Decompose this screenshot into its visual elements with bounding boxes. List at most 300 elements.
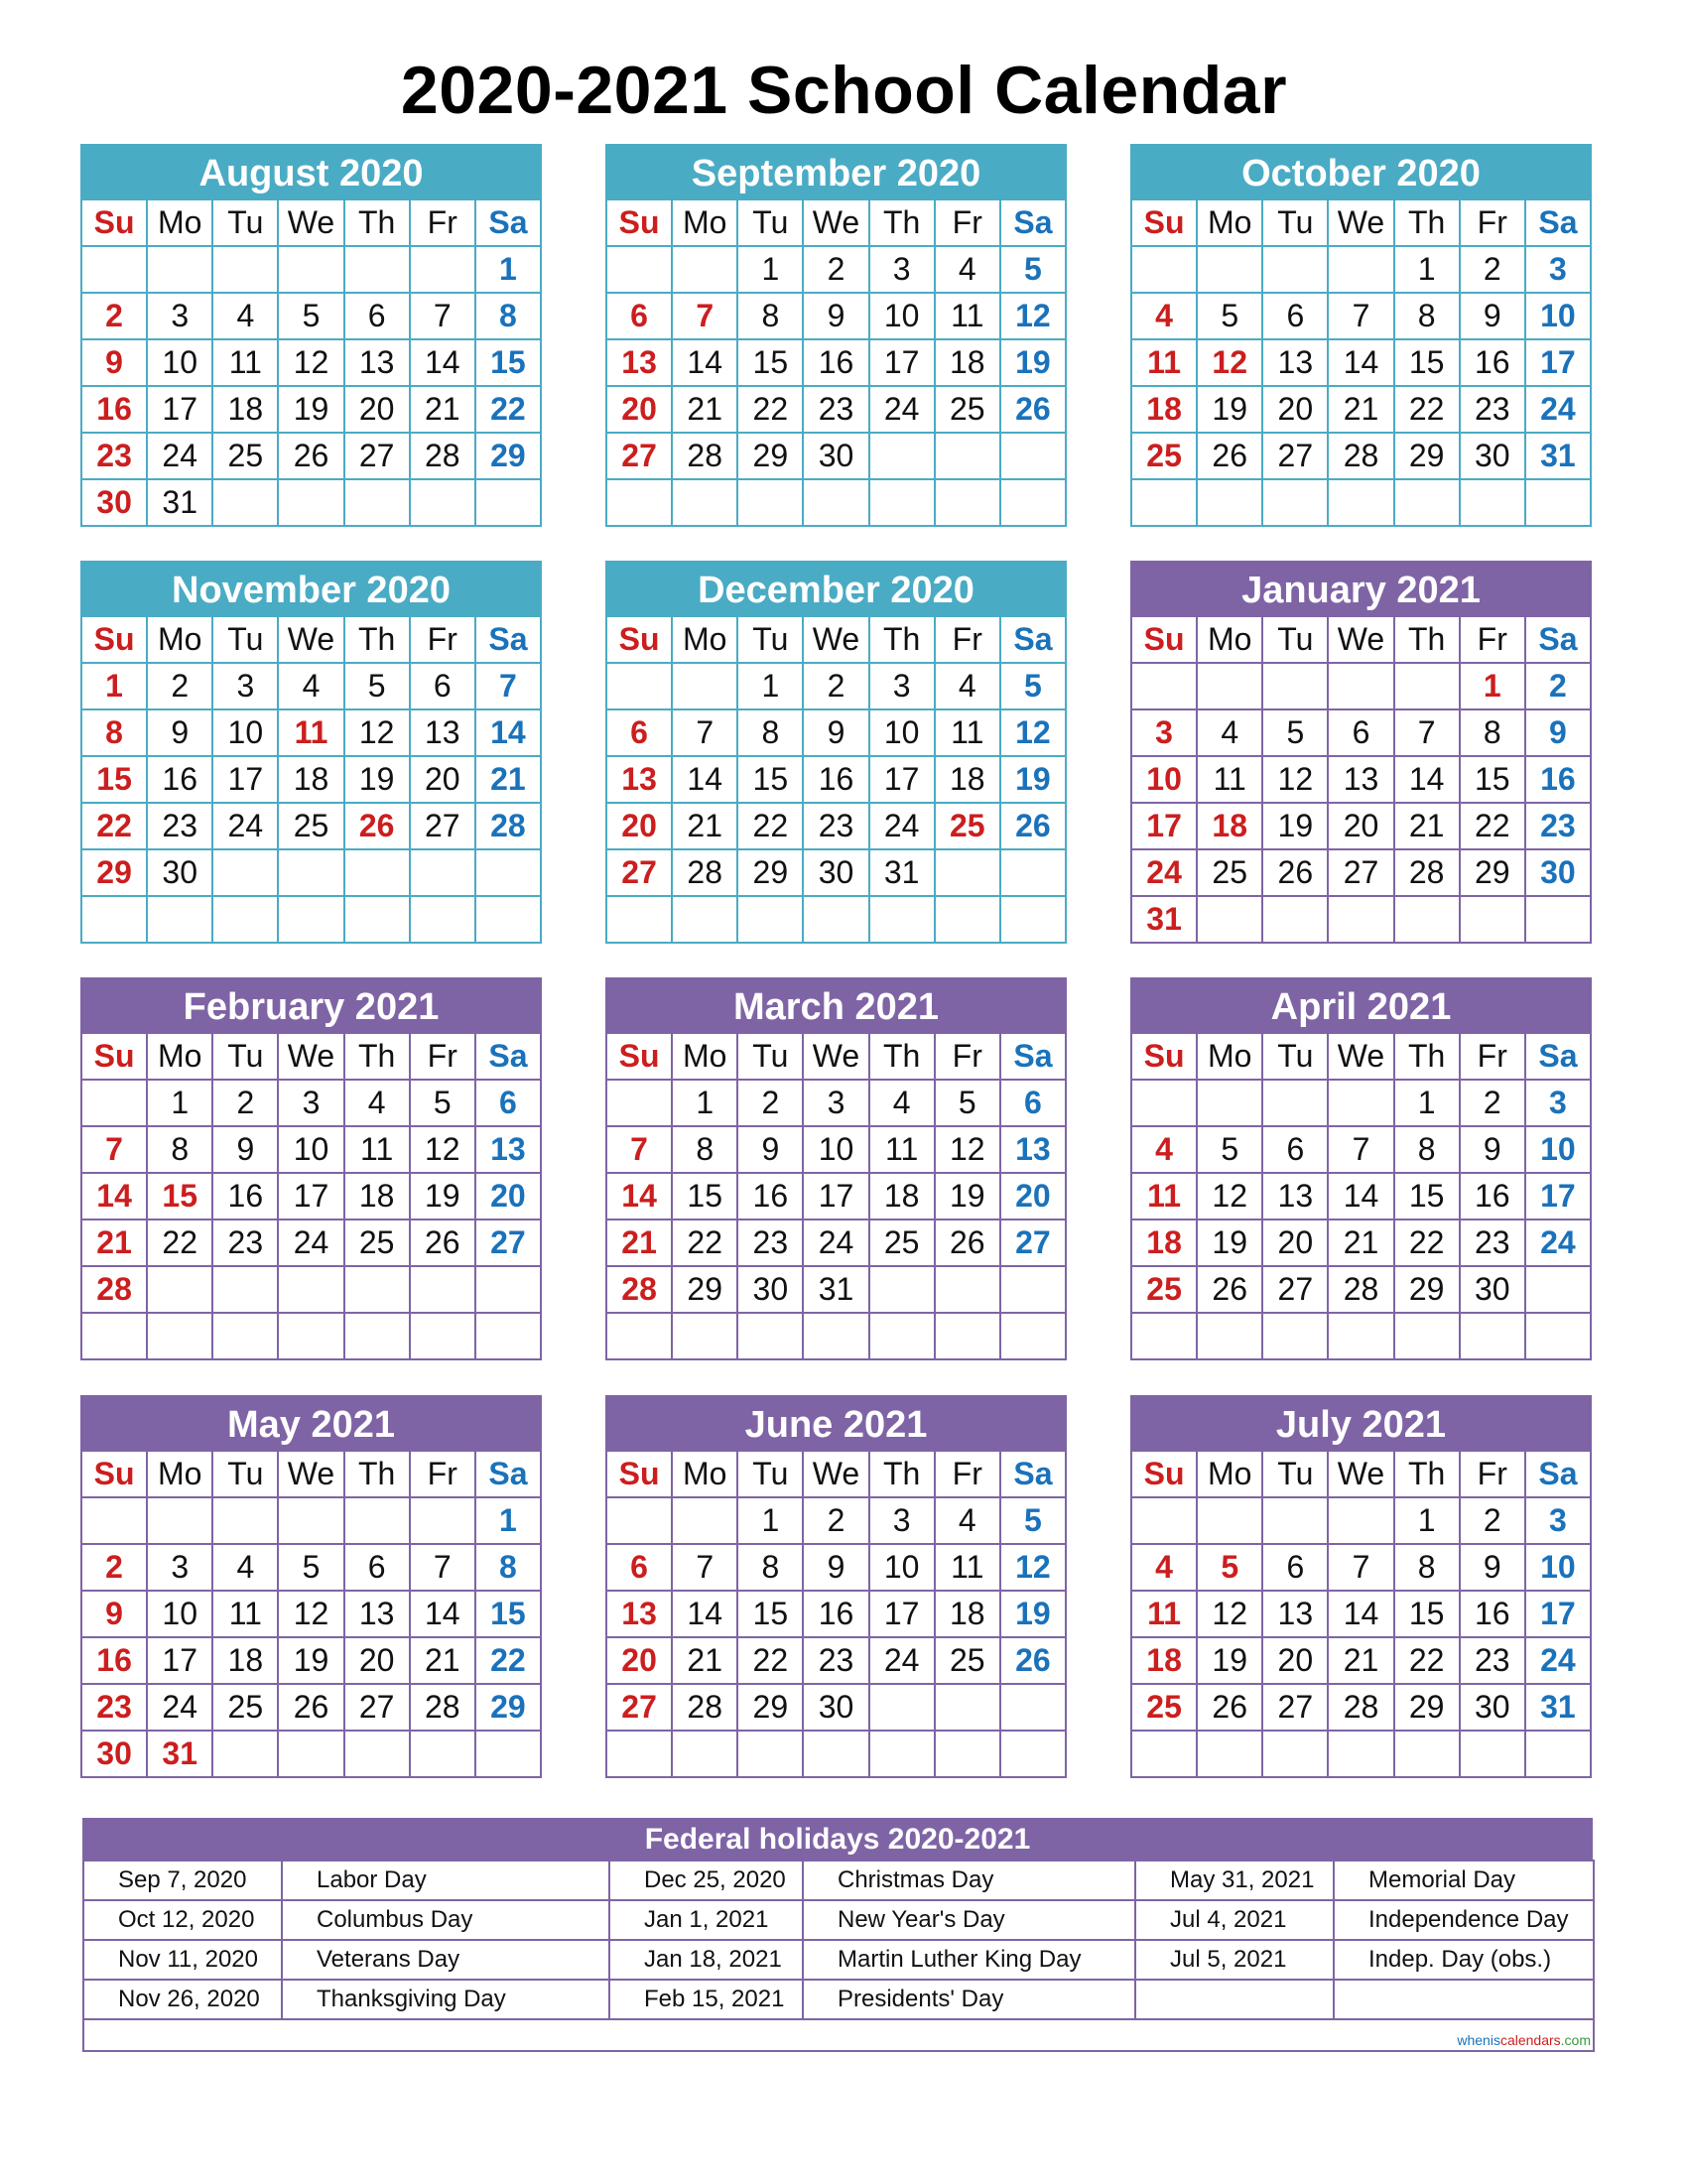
day-cell: 18	[278, 756, 343, 803]
week-row	[1131, 663, 1591, 709]
day-cell: 13	[344, 339, 410, 386]
day-cell: 27	[606, 1684, 672, 1731]
day-cell: 26	[1197, 1266, 1262, 1313]
day-cell: 28	[672, 433, 737, 479]
day-cell: 6	[606, 293, 672, 339]
day-cell	[606, 1313, 672, 1359]
day-cell: 29	[1394, 433, 1460, 479]
day-cell: 20	[1262, 1637, 1328, 1684]
day-cell: 10	[869, 709, 935, 756]
week-row	[81, 663, 541, 709]
site-credit-link[interactable]: wheniscalendars.com	[1457, 2032, 1591, 2048]
weekday-label: Tu	[737, 1451, 803, 1497]
day-cell: 21	[672, 803, 737, 849]
weekday-label: Su	[81, 199, 147, 246]
day-cell	[1394, 663, 1460, 709]
day-cell: 25	[1197, 849, 1262, 896]
day-cell: 22	[672, 1220, 737, 1266]
day-cell	[935, 1266, 1000, 1313]
weekday-label: Su	[1131, 199, 1197, 246]
day-cell: 29	[737, 433, 803, 479]
weekday-label: Su	[1131, 1033, 1197, 1080]
day-cell	[212, 1731, 278, 1777]
day-cell: 23	[81, 433, 147, 479]
day-cell: 18	[344, 1173, 410, 1220]
month-title: January 2021	[1130, 561, 1592, 615]
day-cell	[1197, 1731, 1262, 1777]
day-cell: 25	[1131, 1684, 1197, 1731]
day-cell: 27	[1262, 1266, 1328, 1313]
day-cell: 8	[81, 709, 147, 756]
day-cell: 25	[278, 803, 343, 849]
weekday-label: Mo	[147, 1451, 212, 1497]
weekday-label: Sa	[1525, 1451, 1591, 1497]
weekday-label: Su	[606, 616, 672, 663]
day-cell: 27	[410, 803, 475, 849]
day-cell: 16	[803, 339, 868, 386]
weekday-header-row	[1131, 1451, 1591, 1497]
month-title: December 2020	[605, 561, 1067, 615]
day-cell: 30	[81, 479, 147, 526]
day-cell: 1	[1394, 1080, 1460, 1126]
day-cell: 22	[81, 803, 147, 849]
day-cell: 2	[1525, 663, 1591, 709]
weekday-label: We	[803, 616, 868, 663]
week-row	[81, 246, 541, 293]
day-cell: 11	[1131, 1173, 1197, 1220]
day-cell: 5	[1197, 1544, 1262, 1591]
day-cell: 17	[1525, 339, 1591, 386]
day-cell: 9	[212, 1126, 278, 1173]
day-cell: 27	[1262, 433, 1328, 479]
week-row	[606, 709, 1066, 756]
day-cell	[344, 246, 410, 293]
weekday-label: Su	[81, 616, 147, 663]
day-cell: 6	[1262, 1544, 1328, 1591]
day-cell: 15	[1460, 756, 1525, 803]
weekday-label: Tu	[1262, 616, 1328, 663]
day-cell: 15	[475, 339, 541, 386]
day-cell	[410, 1497, 475, 1544]
day-cell	[1197, 663, 1262, 709]
day-cell	[212, 849, 278, 896]
day-cell: 17	[803, 1173, 868, 1220]
day-cell	[344, 1497, 410, 1544]
day-cell: 11	[935, 1544, 1000, 1591]
day-cell: 10	[869, 1544, 935, 1591]
day-cell: 20	[1262, 1220, 1328, 1266]
day-cell	[147, 896, 212, 943]
day-cell: 23	[1460, 1220, 1525, 1266]
day-cell	[1262, 663, 1328, 709]
week-row	[81, 896, 541, 943]
weekday-label: Fr	[935, 199, 1000, 246]
week-row	[1131, 433, 1591, 479]
day-cell: 12	[1000, 1544, 1066, 1591]
day-cell	[672, 663, 737, 709]
week-row	[606, 1313, 1066, 1359]
day-cell: 3	[869, 663, 935, 709]
day-cell: 19	[278, 1637, 343, 1684]
day-cell	[1262, 1731, 1328, 1777]
weekday-label: Tu	[212, 199, 278, 246]
month-calendar	[80, 977, 542, 1360]
day-cell	[869, 433, 935, 479]
weekday-label: Sa	[1525, 616, 1591, 663]
weekday-label: Sa	[1000, 1451, 1066, 1497]
day-cell	[1131, 663, 1197, 709]
day-cell: 25	[935, 803, 1000, 849]
day-cell: 12	[278, 339, 343, 386]
holiday-date: Oct 12, 2020	[83, 1900, 282, 1940]
week-row	[1131, 1637, 1591, 1684]
day-cell	[737, 896, 803, 943]
weekday-label: Fr	[1460, 616, 1525, 663]
day-cell: 29	[672, 1266, 737, 1313]
day-cell	[1000, 1684, 1066, 1731]
day-cell: 15	[737, 1591, 803, 1637]
day-cell	[344, 896, 410, 943]
day-cell: 17	[869, 339, 935, 386]
day-cell	[344, 479, 410, 526]
day-cell	[81, 896, 147, 943]
weekday-label: Mo	[672, 1451, 737, 1497]
day-cell: 3	[147, 293, 212, 339]
weekday-label: We	[803, 1451, 868, 1497]
day-cell	[803, 1313, 868, 1359]
day-cell: 28	[475, 803, 541, 849]
day-cell: 8	[475, 293, 541, 339]
day-cell: 6	[1262, 293, 1328, 339]
day-cell	[869, 479, 935, 526]
day-cell	[672, 896, 737, 943]
day-cell: 24	[803, 1220, 868, 1266]
day-cell: 28	[1328, 433, 1393, 479]
day-cell: 28	[1394, 849, 1460, 896]
day-cell: 22	[147, 1220, 212, 1266]
day-cell: 16	[803, 1591, 868, 1637]
day-cell: 15	[475, 1591, 541, 1637]
day-cell	[410, 479, 475, 526]
day-cell: 30	[1525, 849, 1591, 896]
day-cell	[212, 1266, 278, 1313]
day-cell: 5	[1197, 1126, 1262, 1173]
day-cell: 14	[410, 1591, 475, 1637]
week-row	[1131, 1591, 1591, 1637]
holiday-name: Labor Day	[282, 1861, 609, 1900]
day-cell: 4	[1197, 709, 1262, 756]
week-row	[606, 1173, 1066, 1220]
weekday-label: Fr	[1460, 1033, 1525, 1080]
day-cell: 28	[1328, 1684, 1393, 1731]
day-cell	[147, 1497, 212, 1544]
day-cell	[1131, 479, 1197, 526]
day-cell: 29	[475, 1684, 541, 1731]
day-cell: 23	[803, 386, 868, 433]
day-cell	[1000, 849, 1066, 896]
weekday-label: Tu	[737, 199, 803, 246]
day-cell	[278, 849, 343, 896]
day-cell	[212, 1497, 278, 1544]
holiday-date: Nov 26, 2020	[83, 1980, 282, 2019]
day-cell: 14	[606, 1173, 672, 1220]
day-cell: 18	[212, 386, 278, 433]
week-row	[1131, 293, 1591, 339]
day-cell: 16	[147, 756, 212, 803]
weekday-label: Sa	[1000, 1033, 1066, 1080]
weekday-label: We	[1328, 1033, 1393, 1080]
day-cell	[1262, 896, 1328, 943]
day-cell: 1	[475, 1497, 541, 1544]
day-cell: 3	[1525, 246, 1591, 293]
day-cell: 30	[81, 1731, 147, 1777]
day-cell: 21	[475, 756, 541, 803]
day-cell	[672, 1731, 737, 1777]
month-calendar	[605, 144, 1067, 527]
day-cell: 13	[1262, 339, 1328, 386]
weekday-label: Su	[606, 199, 672, 246]
day-cell: 11	[935, 709, 1000, 756]
week-row	[81, 1591, 541, 1637]
weekday-header-row	[81, 1033, 541, 1080]
day-cell	[1460, 1313, 1525, 1359]
day-cell: 6	[344, 1544, 410, 1591]
day-cell: 28	[410, 1684, 475, 1731]
weekday-label: Fr	[410, 199, 475, 246]
day-cell: 8	[1394, 293, 1460, 339]
day-cell	[1197, 479, 1262, 526]
day-cell: 23	[212, 1220, 278, 1266]
day-cell: 30	[803, 433, 868, 479]
weekday-label: Mo	[1197, 1451, 1262, 1497]
month-calendar	[605, 561, 1067, 944]
day-cell: 18	[1131, 1220, 1197, 1266]
day-cell: 27	[1000, 1220, 1066, 1266]
month-title: November 2020	[80, 561, 542, 615]
day-cell	[1197, 896, 1262, 943]
day-cell: 25	[935, 1637, 1000, 1684]
day-cell	[1131, 1731, 1197, 1777]
week-row	[1131, 1220, 1591, 1266]
day-cell	[1131, 1497, 1197, 1544]
day-cell: 14	[81, 1173, 147, 1220]
day-cell	[803, 479, 868, 526]
day-cell	[672, 1497, 737, 1544]
day-cell: 7	[410, 1544, 475, 1591]
holiday-date: Jul 4, 2021	[1135, 1900, 1334, 1940]
day-cell: 20	[475, 1173, 541, 1220]
day-cell: 23	[1460, 1637, 1525, 1684]
day-cell	[1131, 1313, 1197, 1359]
weekday-label: Mo	[1197, 199, 1262, 246]
holiday-date	[1135, 1980, 1334, 2019]
weekday-label: Tu	[737, 616, 803, 663]
weekday-label: Fr	[410, 616, 475, 663]
day-cell	[1000, 1266, 1066, 1313]
day-cell: 9	[803, 1544, 868, 1591]
week-row	[606, 1731, 1066, 1777]
week-row	[81, 1684, 541, 1731]
month-calendar	[1130, 561, 1592, 944]
day-cell: 9	[81, 1591, 147, 1637]
day-cell: 12	[1197, 1173, 1262, 1220]
day-cell: 6	[475, 1080, 541, 1126]
federal-holidays-table	[82, 1818, 1593, 2052]
day-cell: 18	[1131, 1637, 1197, 1684]
day-cell	[1000, 479, 1066, 526]
day-cell: 21	[606, 1220, 672, 1266]
day-cell: 9	[1460, 1126, 1525, 1173]
day-cell	[278, 1313, 343, 1359]
weekday-label: Sa	[475, 1451, 541, 1497]
day-cell: 31	[147, 479, 212, 526]
day-cell	[803, 1731, 868, 1777]
week-row	[81, 1080, 541, 1126]
day-cell: 13	[606, 1591, 672, 1637]
day-cell: 14	[1394, 756, 1460, 803]
day-cell: 23	[1525, 803, 1591, 849]
day-cell	[1328, 246, 1393, 293]
weekday-label: We	[278, 616, 343, 663]
day-cell: 11	[1131, 339, 1197, 386]
day-cell: 19	[410, 1173, 475, 1220]
day-cell	[1262, 479, 1328, 526]
day-cell: 19	[935, 1173, 1000, 1220]
day-cell	[81, 1080, 147, 1126]
day-cell: 12	[1262, 756, 1328, 803]
week-row	[606, 663, 1066, 709]
month-title: October 2020	[1130, 144, 1592, 198]
day-cell: 7	[81, 1126, 147, 1173]
day-cell: 25	[212, 433, 278, 479]
day-cell: 12	[935, 1126, 1000, 1173]
day-cell: 19	[344, 756, 410, 803]
day-cell	[935, 1684, 1000, 1731]
day-cell: 18	[212, 1637, 278, 1684]
day-cell: 5	[410, 1080, 475, 1126]
day-cell: 4	[212, 1544, 278, 1591]
day-cell: 22	[737, 803, 803, 849]
weekday-label: We	[803, 1033, 868, 1080]
day-cell	[869, 1313, 935, 1359]
day-cell: 21	[410, 1637, 475, 1684]
day-cell	[1000, 896, 1066, 943]
day-cell: 2	[81, 293, 147, 339]
day-cell: 10	[1525, 1126, 1591, 1173]
week-row	[1131, 339, 1591, 386]
week-row	[81, 756, 541, 803]
day-cell	[1131, 1080, 1197, 1126]
day-cell: 10	[803, 1126, 868, 1173]
weekday-label: Mo	[147, 199, 212, 246]
weekday-label: Th	[344, 199, 410, 246]
weekday-label: Th	[869, 199, 935, 246]
weekday-label: Tu	[212, 1033, 278, 1080]
day-cell: 27	[606, 849, 672, 896]
week-row	[1131, 1080, 1591, 1126]
day-cell: 23	[803, 803, 868, 849]
week-row	[1131, 479, 1591, 526]
day-cell: 16	[1460, 1173, 1525, 1220]
day-cell: 22	[475, 1637, 541, 1684]
day-cell: 23	[1460, 386, 1525, 433]
day-cell: 2	[81, 1544, 147, 1591]
day-cell: 29	[1394, 1684, 1460, 1731]
week-row	[1131, 896, 1591, 943]
weekday-label: Mo	[672, 199, 737, 246]
holiday-date: Dec 25, 2020	[609, 1861, 803, 1900]
day-cell: 6	[1262, 1126, 1328, 1173]
page-title: 2020-2021 School Calendar	[400, 53, 1288, 128]
day-cell	[475, 479, 541, 526]
day-cell: 22	[1460, 803, 1525, 849]
weekday-header-row	[81, 616, 541, 663]
month-title: September 2020	[605, 144, 1067, 198]
day-cell: 10	[212, 709, 278, 756]
day-cell	[147, 1313, 212, 1359]
week-row	[606, 1080, 1066, 1126]
day-cell: 5	[344, 663, 410, 709]
week-row	[606, 339, 1066, 386]
day-cell: 3	[803, 1080, 868, 1126]
day-cell: 16	[81, 1637, 147, 1684]
day-cell: 3	[147, 1544, 212, 1591]
day-cell	[606, 1080, 672, 1126]
day-cell: 16	[737, 1173, 803, 1220]
day-cell: 20	[606, 1637, 672, 1684]
day-cell: 8	[475, 1544, 541, 1591]
weekday-header-row	[606, 1033, 1066, 1080]
day-cell: 12	[410, 1126, 475, 1173]
day-cell: 10	[1131, 756, 1197, 803]
day-cell: 7	[672, 1544, 737, 1591]
weekday-label: Fr	[935, 1451, 1000, 1497]
day-cell: 6	[606, 709, 672, 756]
weekday-label: Sa	[1000, 616, 1066, 663]
week-row	[1131, 1684, 1591, 1731]
day-cell: 15	[737, 339, 803, 386]
day-cell: 9	[147, 709, 212, 756]
week-row	[81, 479, 541, 526]
day-cell	[410, 849, 475, 896]
day-cell: 1	[81, 663, 147, 709]
weekday-label: We	[278, 199, 343, 246]
weekday-label: Sa	[475, 199, 541, 246]
day-cell: 14	[672, 1591, 737, 1637]
day-cell: 16	[1460, 1591, 1525, 1637]
holiday-name: Indep. Day (obs.)	[1334, 1940, 1594, 1980]
month-calendar	[605, 1395, 1067, 1778]
day-cell	[606, 1731, 672, 1777]
day-cell: 7	[672, 709, 737, 756]
weekday-label: We	[278, 1451, 343, 1497]
day-cell: 12	[344, 709, 410, 756]
holiday-name: Independence Day	[1334, 1900, 1594, 1940]
day-cell: 2	[1460, 1080, 1525, 1126]
week-row	[1131, 803, 1591, 849]
weekday-label: Th	[344, 616, 410, 663]
day-cell	[344, 849, 410, 896]
day-cell: 6	[344, 293, 410, 339]
day-cell: 20	[1000, 1173, 1066, 1220]
day-cell: 13	[606, 339, 672, 386]
week-row	[81, 339, 541, 386]
day-cell	[147, 1266, 212, 1313]
weekday-label: Tu	[212, 1451, 278, 1497]
day-cell: 2	[803, 246, 868, 293]
day-cell	[212, 479, 278, 526]
weekday-label: Mo	[672, 616, 737, 663]
